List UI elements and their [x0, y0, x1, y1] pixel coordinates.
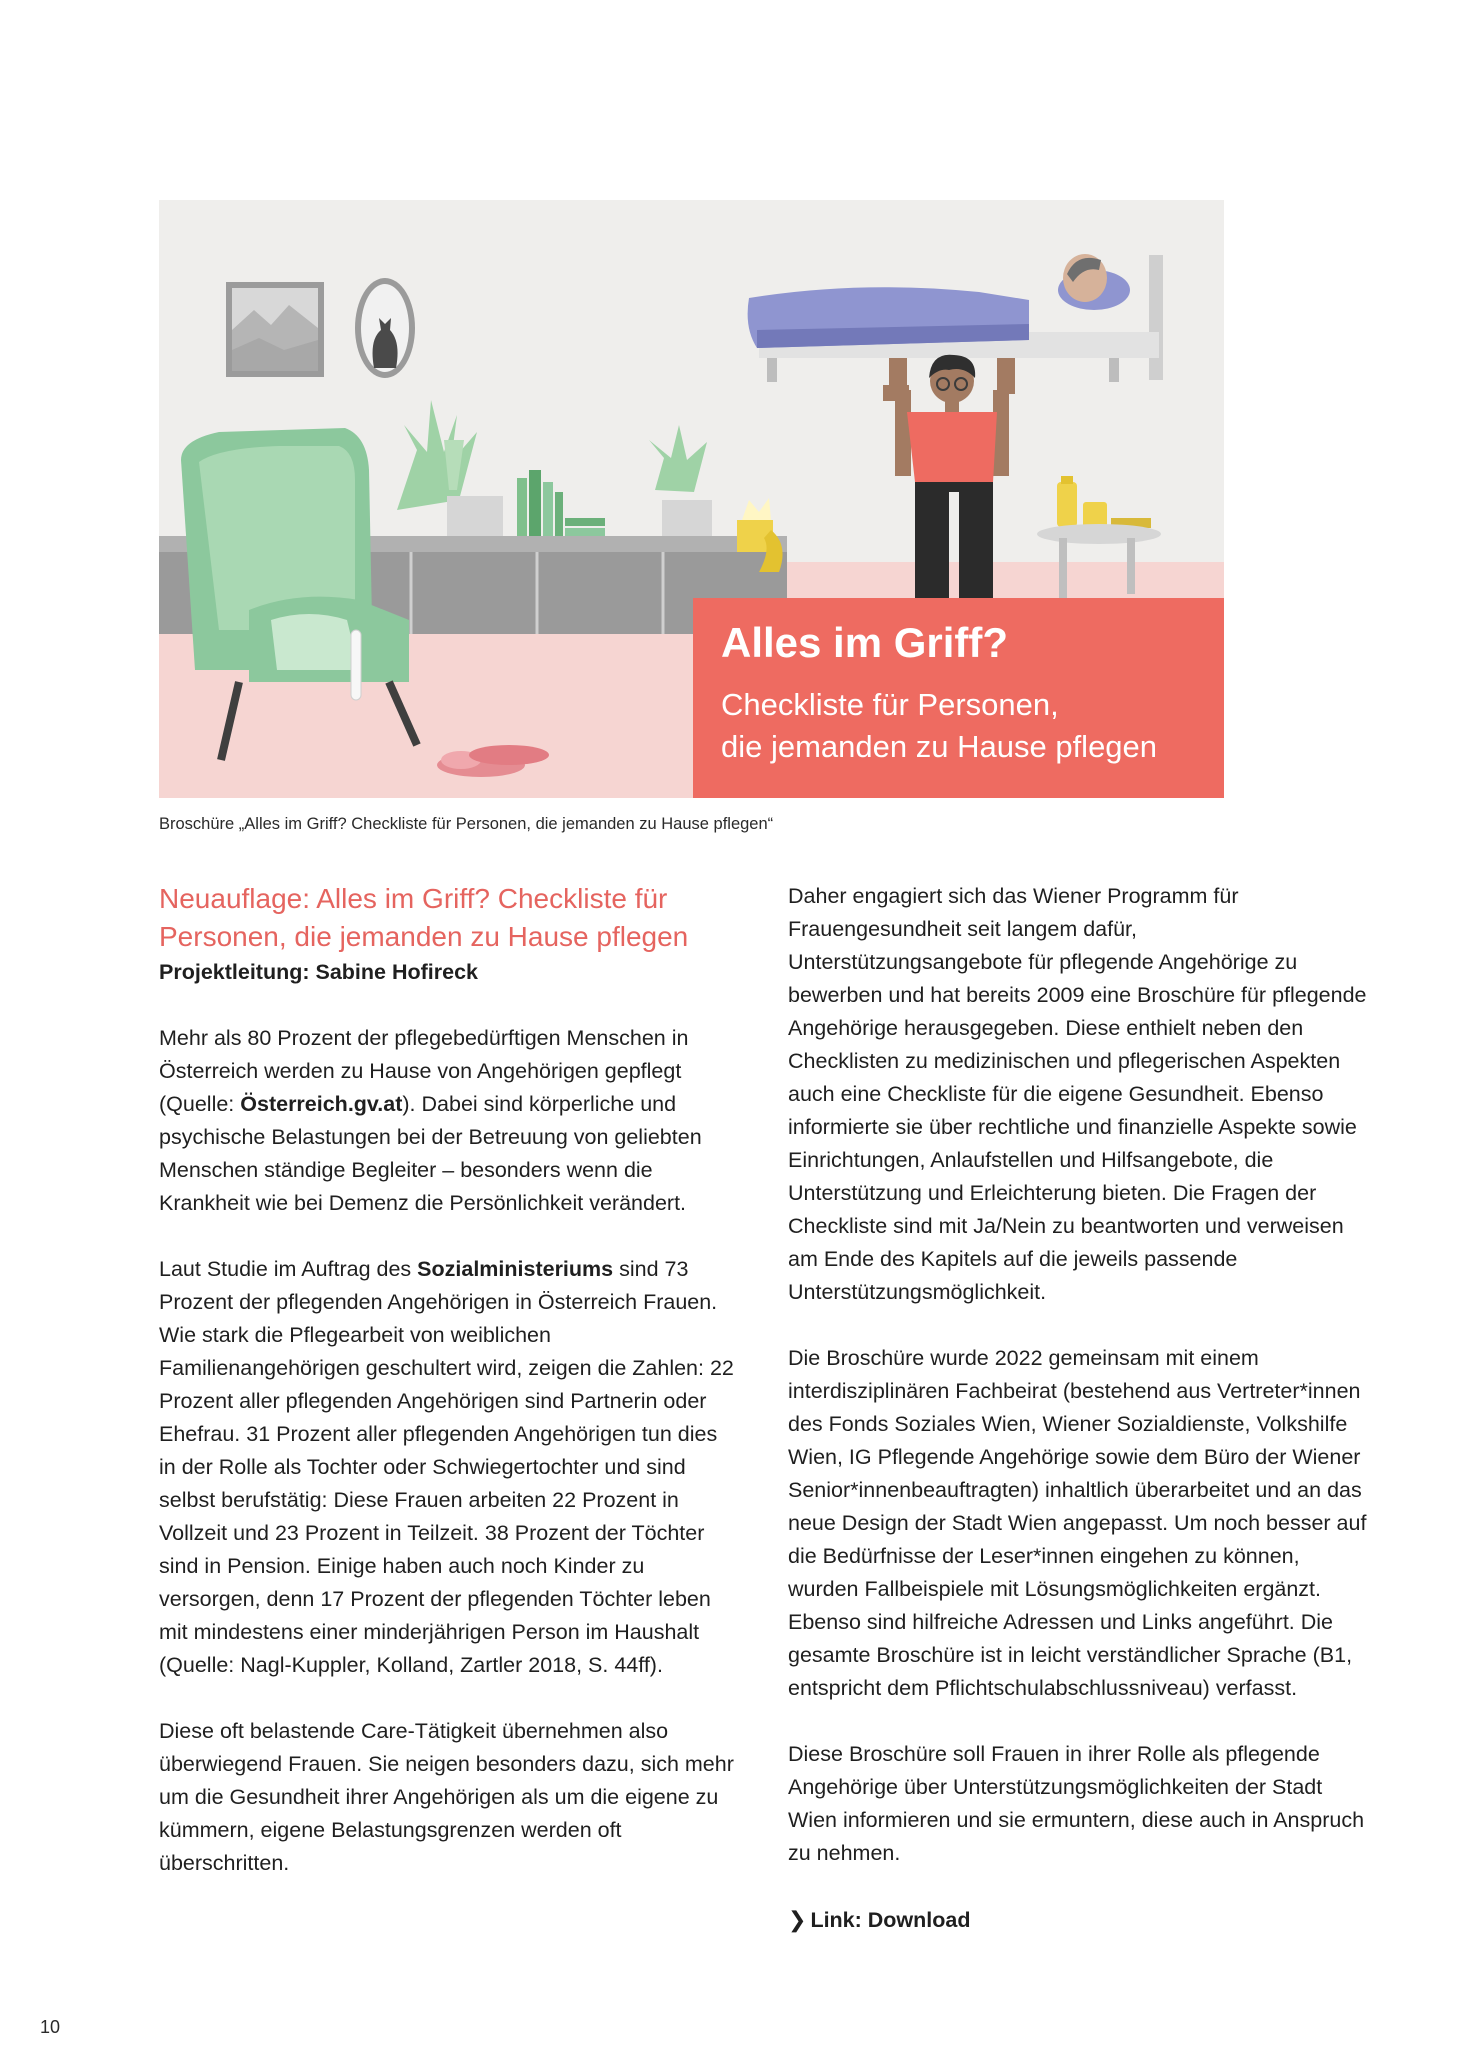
project-lead: Projektleitung: Sabine Hofireck	[159, 960, 478, 984]
hero-title: Alles im Griff?	[721, 619, 1009, 666]
paragraph-1-text-b: ). Dabei sind körperliche und psychische Belastungen bei der Betreuung von geliebten Menschen ständige Begleiter – besonders wenn die Krankheit wie bei Demenz die Persönlichkeit verändert.	[159, 1092, 702, 1215]
paragraph-3: Diese oft belastende Care-Tätigkeit übernehmen also überwiegend Frauen. Sie neigen besonders dazu, sich mehr um die Gesundheit ihrer Angehörigen als um die eigene zu kümmern, eigene Belastungsgrenzen werden oft überschritten.	[159, 1719, 734, 1875]
download-link[interactable]	[788, 1903, 970, 1937]
hero-illustration	[159, 200, 1224, 798]
paragraph-2-text-b: sind 73 Prozent der pflegenden Angehörigen in Österreich Frauen. Wie stark die Pflegearbeit von weiblichen Familienangehörigen geschultert wird, zeigen die Zahlen: 22 Prozent aller pflegenden Angehörigen sind Partnerin oder Ehefrau. 31 Prozent aller pflegenden Angehörigen tun dies in der Rolle als Tochter oder Schwiegertochter und sind selbst berufstätig: Diese Frauen arbeiten 22 Prozent in Vollzeit und 23 Prozent in Teilzeit. 38 Prozent der Töchter sind in Pension. Einige haben auch noch Kinder zu versorgen, denn 17 Prozent der pflegenden Töchter leben mit mindestens einer minderjährigen Person im Haushalt (Quelle: Nagl-Kuppler, Kolland, Zartler 2018, S. 44ff).	[159, 1257, 734, 1677]
paragraph-4: Daher engagiert sich das Wiener Programm für Frauengesundheit seit langem dafür, Unterstützungsangebote für pflegende Angehörige zu bewerben und hat bereits 2009 eine Broschüre für pflegende Angehörige herausgegeben. Diese enthielt neben den Checklisten zu medizinischen und pflegerischen Aspekten auch eine Checkliste für die eigene Gesundheit. Ebenso informierte sie über rechtliche und finanzielle Aspekte sowie Einrichtungen, Anlaufstellen und Hilfsangebote, die Unterstützung und Erleichterung bieten. Die Fragen der Checkliste sind mit Ja/Nein zu beantworten und verweisen am Ende des Kapitels auf die jeweils passende Unterstützungsmöglichkeit.	[788, 884, 1367, 1304]
paragraph-2	[159, 1253, 739, 1682]
article-right-column	[788, 880, 1368, 1937]
paragraph-1	[159, 1022, 739, 1220]
article-title-line1: Neuauflage: Alles im Griff? Checkliste für	[159, 883, 668, 914]
hero-subtitle: Checkliste für Personen, die jemanden zu Hause pflegen	[721, 687, 1158, 764]
hero-title-box	[693, 598, 1224, 798]
article-left-column	[159, 880, 739, 1913]
paragraph-2-text-a: Laut Studie im Auftrag des	[159, 1257, 418, 1281]
paragraph-6: Diese Broschüre soll Frauen in ihrer Rolle als pflegende Angehörige über Unterstützungsmöglichkeiten der Stadt Wien informieren und sie ermuntern, diese auch in Anspruch zu nehmen.	[788, 1742, 1365, 1865]
paragraph-5: Die Broschüre wurde 2022 gemeinsam mit einem interdisziplinären Fachbeirat (bestehend aus Vertreter*innen des Fonds Soziales Wien, Wiener Sozialdienste, Volkshilfe Wien, IG Pflegende Angehörige sowie dem Büro der Wiener Senior*innenbeauftragten) inhaltlich überarbeitet und an das neue Design der Stadt Wien angepasst. Um noch besser auf die Bedürfnisse der Leser*innen eingehen zu können, wurden Fallbeispiele mit Lösungsmöglichkeiten ergänzt. Ebenso sind hilfreiche Adressen und Links angeführt. Die gesamte Broschüre ist in leicht verständlicher Sprache (B1, entspricht dem Pflichtschulabschlussniveau) verfasst.	[788, 1346, 1367, 1700]
page-number: 10	[40, 2017, 61, 2037]
cat-portrait	[355, 278, 415, 378]
chevron-right-icon: ❯	[788, 1907, 807, 1932]
image-caption: Broschüre „Alles im Griff? Checkliste für Personen, die jemanden zu Hause pflegen“	[159, 815, 774, 833]
article-title	[159, 880, 739, 956]
source-link-oesterreich[interactable]: Österreich.gv.at	[240, 1092, 403, 1116]
article-title-line2: Personen, die jemanden zu Hause pflegen	[159, 921, 689, 952]
paragraph-1-text-a: Mehr als 80 Prozent der pflegebedürftigen Menschen in Österreich werden zu Hause von Angehörigen gepflegt (Quelle:	[159, 1026, 689, 1116]
download-link-label: Link: Download	[810, 1908, 971, 1932]
source-link-sozialministerium[interactable]: Sozialministeriums	[417, 1257, 614, 1281]
landscape-picture	[226, 282, 324, 377]
